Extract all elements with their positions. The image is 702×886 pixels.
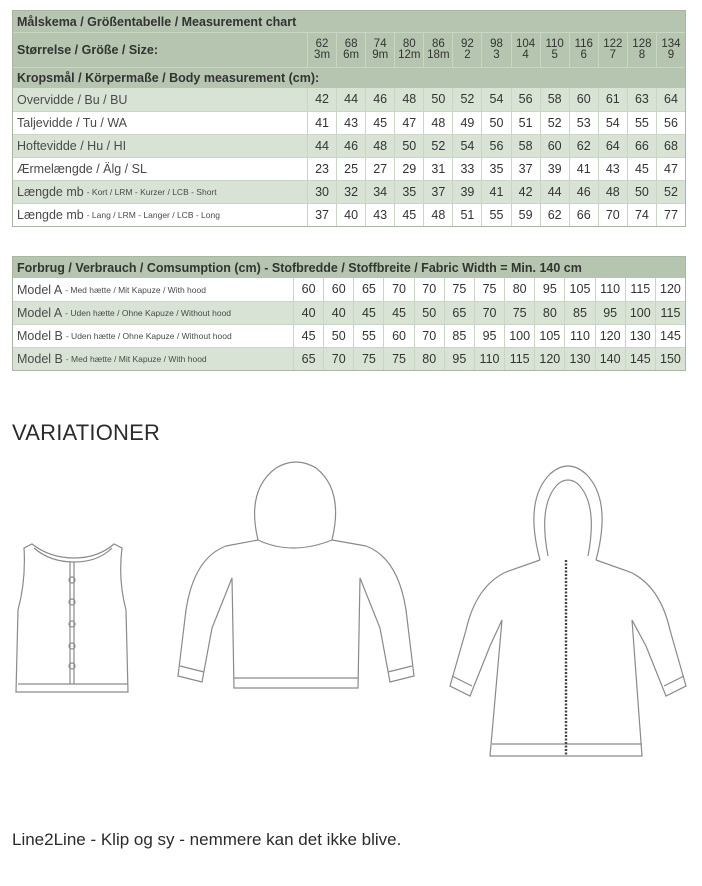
size-cell: [656, 33, 685, 67]
table-cell: 35: [481, 158, 510, 180]
variations-title: VARIATIONER: [12, 420, 161, 445]
size-number: 86: [431, 38, 445, 50]
table-cell: 42: [307, 88, 336, 111]
table-cell: 52: [423, 135, 452, 157]
table-row: [13, 180, 685, 203]
table-cell: 64: [656, 88, 685, 111]
table-cell: 34: [365, 181, 394, 203]
size-cell: [336, 33, 365, 67]
table-cell: 62: [540, 204, 569, 226]
table-cell: 120: [534, 348, 564, 370]
table-cell: 52: [656, 181, 685, 203]
size-cell: [365, 33, 394, 67]
table-cell: 46: [569, 181, 598, 203]
body-heading-row: [13, 67, 685, 88]
table-cell: 120: [595, 325, 625, 347]
size-number: 134: [661, 38, 681, 50]
table-cell: 25: [336, 158, 365, 180]
table-cell: 70: [598, 204, 627, 226]
size-number: 80: [402, 38, 416, 50]
table-cell: 85: [444, 325, 474, 347]
measurement-title-row: [13, 11, 685, 32]
size-cell: [540, 33, 569, 67]
row-label-main: Længde mb: [17, 185, 84, 199]
table-cell: 31: [423, 158, 452, 180]
row-label-main: Model A: [17, 306, 63, 320]
table-cell: 45: [365, 112, 394, 134]
row-label: [13, 158, 307, 180]
size-cell: [452, 33, 481, 67]
table-cell: 60: [569, 88, 598, 111]
table-cell: 46: [336, 135, 365, 157]
table-cell: 45: [353, 302, 383, 324]
table-cell: 61: [598, 88, 627, 111]
table-cell: 59: [511, 204, 540, 226]
size-age: 6: [580, 49, 587, 61]
row-label: [13, 348, 293, 370]
table-cell: 95: [595, 302, 625, 324]
table-cell: 70: [414, 278, 444, 301]
row-label-detail: - Uden hætte / Ohne Kapuze / Without hood: [65, 308, 232, 318]
table-cell: 47: [656, 158, 685, 180]
size-age: 5: [551, 49, 558, 61]
table-cell: 51: [452, 204, 481, 226]
size-age: 7: [609, 49, 617, 61]
table-cell: 48: [394, 88, 423, 111]
table-cell: 115: [625, 278, 655, 301]
table-cell: 51: [511, 112, 540, 134]
table-cell: 60: [383, 325, 413, 347]
table-cell: 65: [353, 278, 383, 301]
vest-sketch: [10, 540, 136, 700]
size-number: 62: [315, 38, 329, 50]
size-cell: [511, 33, 540, 67]
table-cell: 56: [481, 135, 510, 157]
table-cell: 58: [511, 135, 540, 157]
table-cell: 55: [353, 325, 383, 347]
table-cell: 41: [569, 158, 598, 180]
table-cell: 48: [423, 204, 452, 226]
table-cell: 50: [323, 325, 353, 347]
row-label-detail: - Uden hætte / Ohne Kapuze / Without hood: [65, 331, 232, 341]
table-cell: 115: [655, 302, 685, 324]
table-cell: 68: [656, 135, 685, 157]
size-cell: [394, 33, 423, 67]
table-cell: 42: [511, 181, 540, 203]
row-label-main: Model A: [17, 282, 63, 297]
consumption-title-row: [13, 257, 685, 278]
hoodie-sketch: [172, 460, 420, 696]
size-number: 92: [461, 38, 474, 50]
table-cell: 65: [444, 302, 474, 324]
size-age: 2: [464, 49, 471, 61]
size-age: 12m: [398, 49, 421, 61]
table-cell: 56: [656, 112, 685, 134]
table-cell: 85: [564, 302, 594, 324]
table-cell: 35: [394, 181, 423, 203]
table-cell: 53: [569, 112, 598, 134]
table-cell: 37: [423, 181, 452, 203]
row-label-detail: - Lang / LRM - Langer / LCB - Long: [86, 210, 220, 220]
size-cell: [423, 33, 452, 67]
table-cell: 145: [625, 348, 655, 370]
table-cell: 70: [383, 278, 413, 301]
size-cell: [598, 33, 627, 67]
table-cell: 66: [627, 135, 656, 157]
row-label: [13, 112, 307, 134]
table-cell: 95: [474, 325, 504, 347]
table-cell: 44: [540, 181, 569, 203]
table-cell: 115: [504, 348, 534, 370]
table-cell: 54: [452, 135, 481, 157]
size-cell: [481, 33, 510, 67]
table-cell: 60: [540, 135, 569, 157]
size-number: 74: [373, 38, 387, 50]
table-cell: 37: [511, 158, 540, 180]
table-cell: 44: [307, 135, 336, 157]
table-cell: 80: [534, 302, 564, 324]
table-cell: 75: [383, 348, 413, 370]
row-label-main: Længde mb: [17, 208, 84, 222]
table-cell: 130: [564, 348, 594, 370]
row-label: [13, 181, 307, 203]
table-row: [13, 88, 685, 111]
table-cell: 100: [504, 325, 534, 347]
table-cell: 40: [336, 204, 365, 226]
table-cell: 60: [323, 278, 353, 301]
row-label-main: Model B: [17, 329, 63, 343]
table-cell: 105: [534, 325, 564, 347]
size-age: 3: [493, 49, 500, 61]
row-label-main: Ærmelængde / Älg / SL: [17, 162, 147, 176]
table-cell: 145: [655, 325, 685, 347]
table-cell: 41: [481, 181, 510, 203]
size-number: 128: [632, 38, 652, 50]
body-measurement-heading: Kropsmål / Körpermaße / Body measurement (cm):: [17, 71, 320, 85]
table-cell: 54: [598, 112, 627, 134]
table-row: [13, 111, 685, 134]
table-cell: 58: [540, 88, 569, 111]
table-row: [13, 203, 685, 226]
measurement-chart: [12, 10, 686, 227]
consumption-title: Forbrug / Verbrauch / Comsumption (cm) - Stofbredde / Stoffbreite / Fabric Width = Min. 140 cm: [17, 260, 582, 275]
row-label: [13, 325, 293, 347]
size-cell: [569, 33, 598, 67]
size-number: 68: [344, 38, 358, 50]
measurement-rows: [13, 88, 685, 226]
row-label-detail: - Med hætte / Mit Kapuze / With hood: [65, 284, 206, 295]
table-cell: 75: [504, 302, 534, 324]
table-cell: 50: [481, 112, 510, 134]
table-cell: 64: [598, 135, 627, 157]
row-label-main: Taljevidde / Tu / WA: [17, 116, 127, 130]
size-cell: [307, 33, 336, 67]
size-label: Størrelse / Größe / Size:: [17, 43, 159, 57]
size-number: 116: [574, 38, 593, 50]
size-age: 6m: [343, 49, 360, 61]
footer-text: Line2Line - Klip og sy - nemmere kan det ikke blive.: [12, 830, 402, 849]
table-cell: 48: [365, 135, 394, 157]
size-age: 8: [638, 49, 646, 61]
table-cell: 55: [481, 204, 510, 226]
row-label: [13, 302, 293, 324]
table-cell: 52: [452, 88, 481, 111]
table-cell: 23: [307, 158, 336, 180]
table-row: [13, 301, 685, 324]
table-cell: 74: [627, 204, 656, 226]
table-cell: 105: [564, 278, 594, 301]
size-row: [13, 32, 685, 67]
table-cell: 48: [423, 112, 452, 134]
table-row: [13, 157, 685, 180]
size-age: 3m: [314, 49, 331, 61]
table-cell: 70: [414, 325, 444, 347]
table-cell: 70: [323, 348, 353, 370]
table-cell: 150: [655, 348, 685, 370]
table-cell: 52: [540, 112, 569, 134]
table-cell: 110: [474, 348, 504, 370]
table-cell: 110: [564, 325, 594, 347]
row-label: [13, 135, 307, 157]
size-age: 18m: [427, 49, 450, 61]
table-cell: 55: [627, 112, 656, 134]
table-cell: 32: [336, 181, 365, 203]
table-cell: 80: [504, 278, 534, 301]
table-cell: 45: [627, 158, 656, 180]
table-cell: 41: [307, 112, 336, 134]
row-label-detail: - Med hætte / Mit Kapuze / With hood: [65, 354, 207, 364]
size-age: 9: [667, 49, 675, 61]
consumption-chart: [12, 256, 686, 371]
table-cell: 49: [452, 112, 481, 134]
table-cell: 43: [598, 158, 627, 180]
row-label-detail: - Kort / LRM - Kurzer / LCB - Short: [86, 187, 217, 197]
row-label-main: Model B: [17, 352, 63, 366]
table-cell: 40: [323, 302, 353, 324]
size-number: 122: [603, 38, 623, 50]
table-cell: 54: [481, 88, 510, 111]
table-cell: 75: [353, 348, 383, 370]
table-cell: 70: [474, 302, 504, 324]
table-cell: 62: [569, 135, 598, 157]
consumption-rows: [13, 278, 685, 370]
table-cell: 43: [365, 204, 394, 226]
measurement-title: Målskema / Größentabelle / Measurement chart: [17, 14, 297, 29]
table-cell: 77: [656, 204, 685, 226]
table-cell: 95: [444, 348, 474, 370]
size-age: 9m: [372, 49, 389, 61]
table-cell: 56: [511, 88, 540, 111]
table-row: [13, 278, 685, 301]
table-cell: 43: [336, 112, 365, 134]
table-cell: 130: [625, 325, 655, 347]
table-cell: 44: [336, 88, 365, 111]
row-label: [13, 204, 307, 226]
table-cell: 65: [293, 348, 323, 370]
table-cell: 45: [383, 302, 413, 324]
table-cell: 100: [625, 302, 655, 324]
table-cell: 50: [627, 181, 656, 203]
table-row: [13, 134, 685, 157]
table-cell: 39: [452, 181, 481, 203]
row-label-main: Overvidde / Bu / BU: [17, 92, 128, 107]
table-cell: 45: [293, 325, 323, 347]
row-label-main: Hoftevidde / Hu / HI: [17, 139, 127, 153]
table-cell: 50: [423, 88, 452, 111]
table-cell: 110: [595, 278, 625, 301]
table-cell: 46: [365, 88, 394, 111]
table-cell: 48: [598, 181, 627, 203]
table-cell: 66: [569, 204, 598, 226]
table-cell: 29: [394, 158, 423, 180]
table-cell: 140: [595, 348, 625, 370]
row-label: [13, 278, 293, 301]
table-cell: 37: [307, 204, 336, 226]
size-number: 104: [515, 38, 536, 50]
table-cell: 27: [365, 158, 394, 180]
table-cell: 40: [293, 302, 323, 324]
table-cell: 75: [474, 278, 504, 301]
table-cell: 120: [655, 278, 685, 301]
table-cell: 39: [540, 158, 569, 180]
table-cell: 45: [394, 204, 423, 226]
table-cell: 50: [394, 135, 423, 157]
size-cell: [627, 33, 656, 67]
table-cell: 50: [414, 302, 444, 324]
table-cell: 60: [293, 278, 323, 301]
table-row: [13, 347, 685, 370]
size-age: 4: [522, 49, 529, 61]
table-cell: 33: [452, 158, 481, 180]
size-number: 98: [490, 38, 503, 50]
table-cell: 75: [444, 278, 474, 301]
table-cell: 95: [534, 278, 564, 301]
table-cell: 63: [627, 88, 656, 111]
coat-sketch: [446, 460, 690, 768]
table-cell: 30: [307, 181, 336, 203]
table-row: [13, 324, 685, 347]
table-cell: 80: [414, 348, 444, 370]
table-cell: 47: [394, 112, 423, 134]
size-number: 110: [545, 38, 564, 50]
row-label: [13, 88, 307, 111]
size-cells: [307, 33, 685, 67]
